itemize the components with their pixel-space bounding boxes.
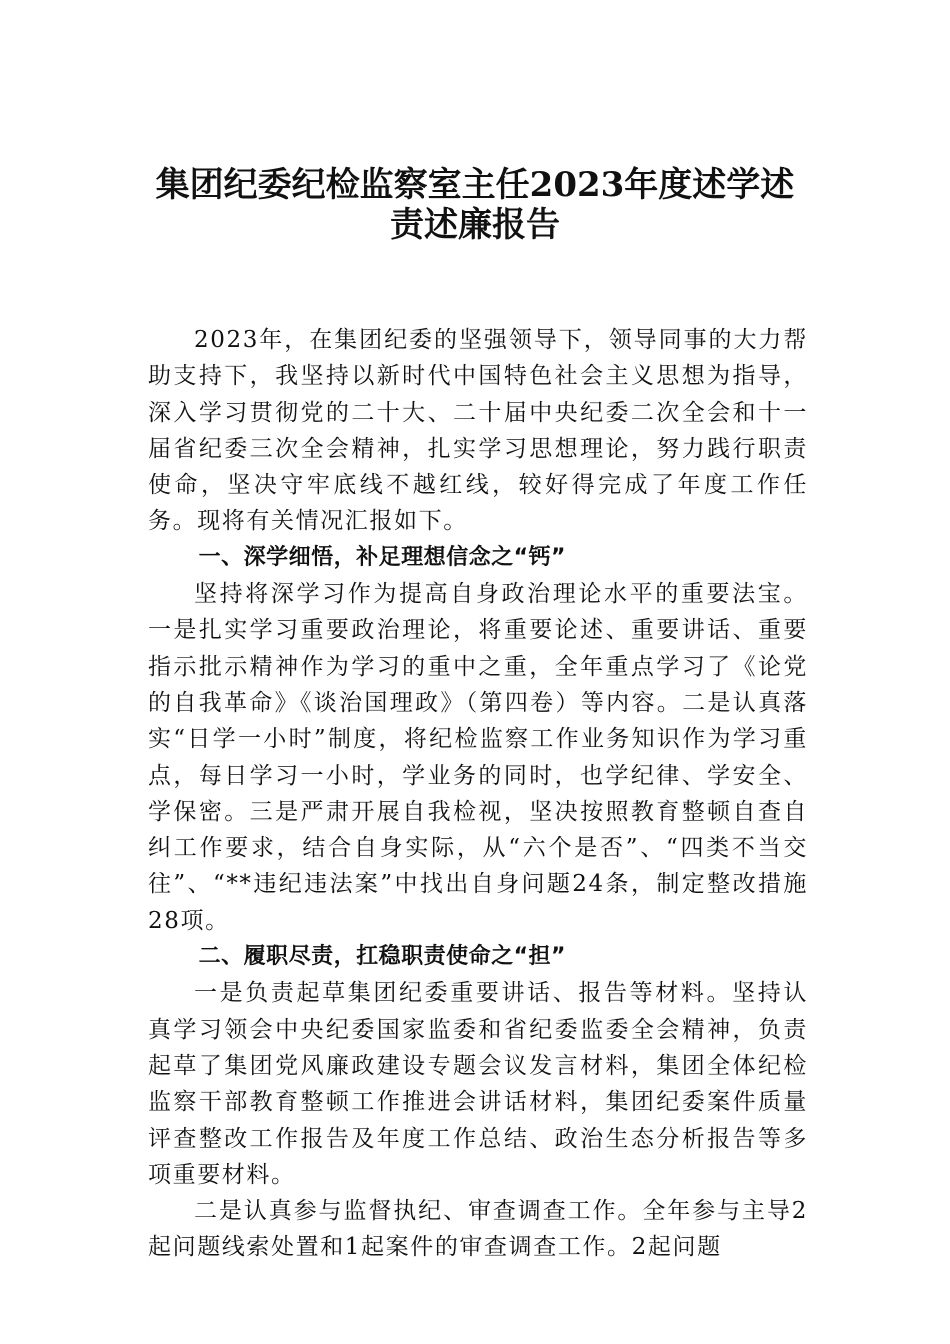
section-heading-1: 一、深学细悟，补足理想信念之“钙” — [198, 544, 567, 570]
section1-paragraph: 坚持将深学习作为提高自身政治理论水平的重要法宝。一是扎实学习重要政治理论，将重要论述、重要讲话、重要指示批示精神作为学习的重中之重，全年重点学习了《论党的自我革命》《谈治国理政》（第四卷）等内容。二是认真落实“日学一小时”制度，将纪检监察工作业务知识作为学习重点，每日学习一小时，学业务的同时，也学纪律、学安全、学保密。三是严肃开展自我检视，坚决按照教育整顿自查自纠工作要求，结合自身实际，从“六个是否”、“四类不当交往”、“**违纪违法案”中找出自身问题24条，制定整改措施28项。 — [148, 581, 808, 934]
section2-paragraph-1: 一是负责起草集团纪委重要讲话、报告等材料。坚持认真学习领会中央纪委国家监委和省纪委监委全会精神，负责起草了集团党风廉政建设专题会议发言材料，集团全体纪检监察干部教育整顿工作推进会讲话材料，集团纪委案件质量评查整改工作报告及年度工作总结、政治生态分析报告等多项重要材料。 — [148, 980, 808, 1188]
section2-paragraph-2: 二是认真参与监督执纪、审查调查工作。全年参与主导2起问题线索处置和1起案件的审查调查工作。2起问题 — [148, 1198, 808, 1261]
intro-paragraph: 2023年，在集团纪委的坚强领导下，领导同事的大力帮助支持下，我坚持以新时代中国特色社会主义思想为指导，深入学习贯彻党的二十大、二十届中央纪委二次全会和十一届省纪委三次全会精神，扎实学习思想理论，努力践行职责使命，坚决守牢底线不越红线，较好得完成了年度工作任务。现将有关情况汇报如下。 — [148, 327, 808, 535]
section-heading-2: 二、履职尽责，扛稳职责使命之“担” — [198, 944, 567, 970]
document-title-line-1: 集团纪委纪检监察室主任2023年度述学述 — [155, 165, 795, 205]
document-body — [148, 322, 808, 1266]
document-title-line-2: 责述廉报告 — [390, 205, 560, 245]
